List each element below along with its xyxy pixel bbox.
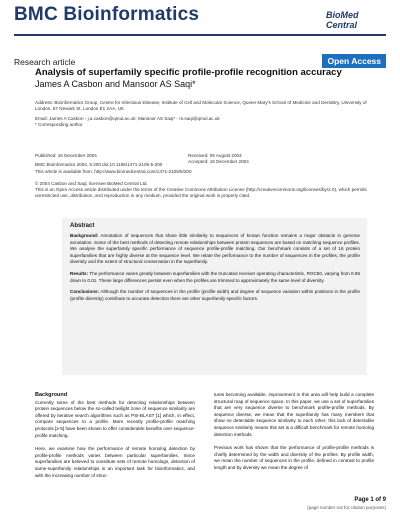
corresponding-author-note: * Corresponding author [35,122,83,127]
body-paragraph: Previous work has shown that the performance of profile-profile methods is chiefly determined by the width and diversity of the profiles. By profile width, we mean the number of sequences in the profile, defined in contrast to profile length and by diversity we mean the degree of [214,445,374,470]
received-date: Received: 09 August 2004 [188,153,242,158]
article-type: Research article [14,57,76,67]
publisher-name: BioMed Central [326,10,359,30]
article-authors: James A Casbon and Mansoor AS Saqi* [35,79,196,89]
abstract-heading: Abstract [70,223,95,229]
author-address: Address: Bioinformatics Group, Centre for Infectious Disease, Institute of Cell and Molecular Science, Queen Mary's School of Medicine and Dentistry, University of London, 57 Newark St, London E1 2AA, UK [35,100,367,111]
abstract-results-label: Results: [70,270,89,276]
article-url[interactable]: This article is available from: http://www.biomedcentral.com/1471-2105/5/200 [35,169,192,174]
abstract-background-text: Annotation of sequences that share little similarity to sequences of known function remains a major obstacle in genome annotation. Some of the best methods of detecting remote relationships between protein sequences are based on matching sequence profiles. We analyse the superfamily specific performance of sequence profile-profile matching. Our benchmark consists of a set of 16 protein superfamilies that are highly diverse at the sequence level. We relate the performance to the number of sequences in the profiles, the profile diversity and the extent of structural conservation in the superfamily. [70,233,360,265]
header-rule [14,34,386,36]
background-heading: Background [35,392,68,398]
body-column-right [214,392,374,479]
copyright-line: © 2004 Casbon and Saqi; licensee BioMed Central Ltd. [35,181,148,186]
accepted-date: Accepted: 16 December 2004 [188,159,249,164]
abstract [70,223,360,307]
article-title: Analysis of superfamily specific profile-profile recognition accuracy [35,67,342,78]
body-column-left [35,392,195,486]
abstract-conclusions-text: Although the number of sequences in the profile (profile width) and degree of sequence variation within positions in the profile (profile diversity) contribute to accurate detection there are other superfamily specific factors. [70,289,360,301]
abstract-conclusions [70,289,360,302]
citation-line: BMC Bioinformatics 2004, 5:200 doi:10.1186/1471-2105-5-200 [35,162,163,167]
body-paragraph: Currently some of the best methods for detecting relationships between protein sequences below the so-called twilight zone of sequence similarity are offered by iterative search algorithms such as PSI-BLAST [1] which, in effect, compare sequences to a profile. More recently profile-profile matching protocols [2-5] have been shown to offer considerable benefits over sequence-profile matching. [35,399,195,438]
author-emails[interactable]: Email: James A Casbon - j.a.casbon@qmul.ac.uk; Mansoor AS Saqi* - m.saqi@qmul.ac.uk [35,116,220,121]
published-date: Published: 16 December 2004 [35,153,97,158]
page-number-note: (page number not for citation purposes) [307,505,386,510]
body-paragraph: Here, we examine how the performance of remote homolog detection by profile-profile methods varies between particular superfamilies. Since superfamilies are believed to constitute sets of remote homologs, detection of same-superfamily relationships is an important task for bioinformatics, and with the increasing number of struc- [35,446,195,478]
page-number: Page 1 of 9 [354,497,386,503]
abstract-background-label: Background: [70,233,99,238]
body-paragraph: tures becoming available, improvement in this area will help build a complete structural map of sequence space. In this paper, we use a set of superfamilies that are very sequence diverse to benchmark profile-profile methods. By sequence diverse, we mean that the superfamily has many members that show no detectable sequence similarity to each other; this lack of detectable sequence similarity means this set is a difficult benchmark for remote homolog detection methods. [214,392,374,437]
abstract-results [70,271,360,284]
publisher-logo [326,10,386,28]
abstract-background [70,233,360,266]
journal-title: BMC Bioinformatics [14,4,200,25]
abstract-results-text: The performance varies greatly between superfamilies with the truncated receiver operating characteristic, ROC50, varying from 0.95 down to 0.01. These large differences persist even when the profiles are trimmed to approximately the same level of diversity. [70,270,360,283]
license-text: This is an Open Access article distributed under the terms of the Creative Commons Attribution License (http://creativecommons.org/licenses/by/2.0), which permits unrestricted use, distribution, and reproduction in any medium, provided the original work is properly cited. [35,187,367,198]
open-access-badge: Open Access [322,54,386,68]
abstract-conclusions-label: Conclusions: [70,289,100,295]
